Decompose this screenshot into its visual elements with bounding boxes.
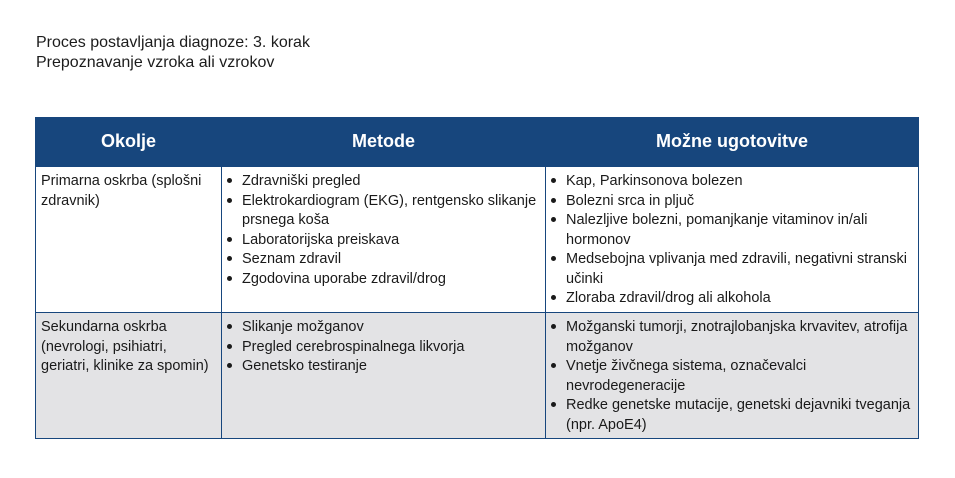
table-row (36, 313, 919, 439)
list-item: Genetsko testiranje (227, 357, 540, 377)
table-row (36, 166, 919, 313)
title-line-2: Prepoznavanje vzroka ali vzrokov (36, 54, 275, 71)
findings-list (551, 318, 913, 435)
title-line-1: Proces postavljanja diagnoze: 3. korak (36, 34, 310, 51)
list-item: Slikanje možganov (227, 318, 540, 338)
header-findings: Možne ugotovitve (546, 118, 919, 167)
findings-cell (546, 313, 919, 439)
list-item: Zdravniški pregled (227, 172, 540, 192)
list-item: Bolezni srca in pljuč (551, 192, 913, 212)
slide-title (36, 33, 310, 73)
list-item: Laboratorijska preiskava (227, 231, 540, 251)
findings-list (551, 172, 913, 309)
list-item: Možganski tumorji, znotrajlobanjska krvavitev, atrofija možganov (551, 318, 913, 357)
table-header-row (36, 118, 919, 167)
diagnosis-table (35, 117, 919, 439)
findings-cell (546, 166, 919, 313)
list-item: Elektrokardiogram (EKG), rentgensko slikanje prsnega koša (227, 192, 540, 231)
list-item: Vnetje živčnega sistema, označevalci nevrodegeneracije (551, 357, 913, 396)
methods-list (227, 318, 540, 377)
header-methods: Metode (222, 118, 546, 167)
header-setting: Okolje (36, 118, 222, 167)
methods-list (227, 172, 540, 289)
setting-cell: Primarna oskrba (splošni zdravnik) (36, 166, 222, 313)
methods-cell (222, 166, 546, 313)
list-item: Zgodovina uporabe zdravil/drog (227, 270, 540, 290)
setting-cell: Sekundarna oskrba (nevrologi, psihiatri, geriatri, klinike za spomin) (36, 313, 222, 439)
methods-cell (222, 313, 546, 439)
list-item: Redke genetske mutacije, genetski dejavniki tveganja (npr. ApoE4) (551, 396, 913, 435)
list-item: Medsebojna vplivanja med zdravili, negativni stranski učinki (551, 250, 913, 289)
list-item: Nalezljive bolezni, pomanjkanje vitaminov in/ali hormonov (551, 211, 913, 250)
list-item: Zloraba zdravil/drog ali alkohola (551, 289, 913, 309)
list-item: Seznam zdravil (227, 250, 540, 270)
list-item: Kap, Parkinsonova bolezen (551, 172, 913, 192)
list-item: Pregled cerebrospinalnega likvorja (227, 338, 540, 358)
